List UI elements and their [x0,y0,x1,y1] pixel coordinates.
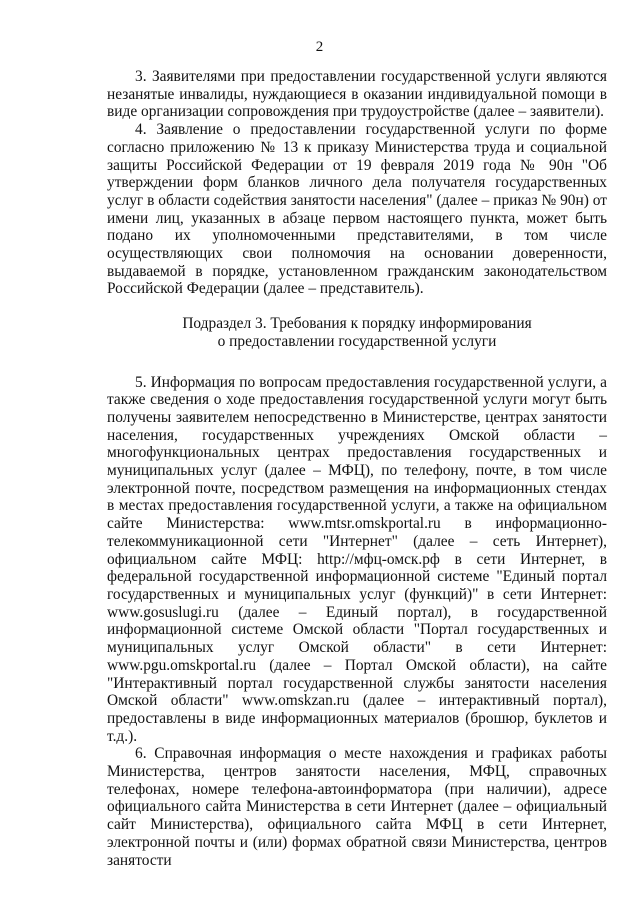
page-number: 2 [315,39,324,55]
document-body [107,68,607,869]
paragraph-5: 5. Информация по вопросам предоставления государственной услуги, а также сведения о ходе предоставления государственной услуги могут быть получены заявителем непосредственно в Министерстве, центрах занятости населения, государственных учреждениях Омской области – многофункциональных центрах предоставления государственных и муниципальных услуг (далее – МФЦ), по телефону, почте, в том числе электронной почте, посредством размещения на информационных стендах в местах предоставления государственной услуги, а также на официальном сайте Министерства: www.mtsr.omskportal.ru в информационно-телекоммуникационной сети "Интернет" (далее – сеть Интернет), официальном сайте МФЦ: http://мфц-омск.рф в сети Интернет, в федеральной государственной информационной системе "Единый портал государственных и муниципальных услуг (функций)" в сети Интернет: www.gosuslugi.ru (далее – Единый портал), в государственной информационной системе Омской области "Портал государственных и муниципальных услуг Омской области" в сети Интернет: www.pgu.omskportal.ru (далее – Портал Омской области), на сайте "Интерактивный портал государственной службы занятости населения Омской области" www.omskzan.ru (далее – интерактивный портал), предоставлены в виде информационных материалов (брошюр, буклетов и т.д.). [107,373,607,745]
subsection-heading [107,315,607,350]
paragraph-6: 6. Справочная информация о месте нахождения и графиках работы Министерства, центров занятости населения, МФЦ, справочных телефонах, номере телефона-автоинформатора (при наличии), адресе официального сайта Министерства в сети Интернет (далее – официальный сайт Министерства), официального сайта МФЦ в сети Интернет, электронной почты и (или) формах обратной связи Министерства, центров занятости [107,745,607,869]
paragraph-4: 4. Заявление о предоставлении государственной услуги по форме согласно приложению № 13 к приказу Министерства труда и социальной защиты Российской Федерации от 19 февраля 2019 года № 90н "Об утверждении форм бланков личного дела получателя государственных услуг в области содействия занятости населения" (далее – приказ № 90н) от имени лиц, указанных в абзаце первом настоящего пункта, может быть подано их уполномоченными представителями, в том числе осуществляющих свои полномочия на основании доверенности, выдаваемой в порядке, установленном гражданским законодательством Российской Федерации (далее – представитель). [107,121,607,298]
subsection-heading-line-2: о предоставлении государственной услуги [217,332,497,350]
subsection-heading-line-1: Подраздел 3. Требования к порядку информирования [182,315,532,333]
paragraph-3: 3. Заявителями при предоставлении государственной услуги являются незанятые инвалиды, нуждающиеся в оказании индивидуальной помощи в виде организации сопровождения при трудоустройстве (далее – заявители). [107,68,607,121]
